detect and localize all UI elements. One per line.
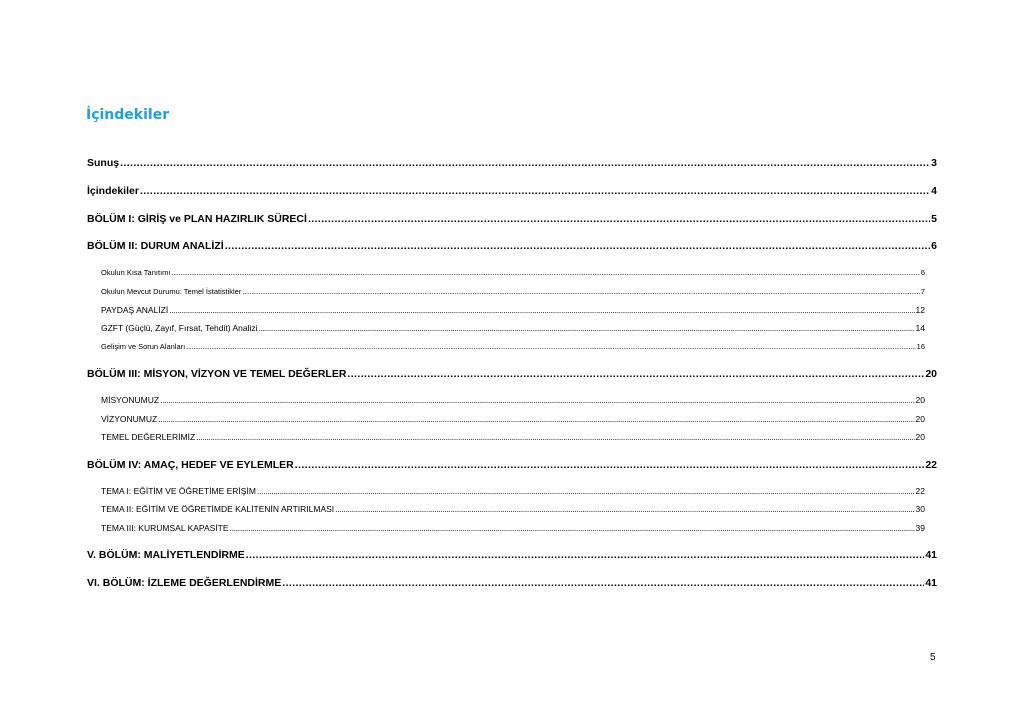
dot-leader xyxy=(160,395,914,405)
dot-leader xyxy=(246,549,925,561)
dot-leader xyxy=(120,157,930,169)
toc-entry-vizyonumuz[interactable] xyxy=(101,414,925,424)
toc-entry-page: 3 xyxy=(931,157,937,169)
toc-entry-label: İçindekiler xyxy=(87,185,139,197)
dot-leader xyxy=(169,305,914,315)
toc-entry-label: BÖLÜM I: GİRİŞ ve PLAN HAZIRLIK SÜRECİ xyxy=(87,213,307,225)
toc-entry-label: TEMA I: EĞİTİM VE ÖĞRETİME ERİŞİM xyxy=(101,486,256,496)
toc-entry-page: 16 xyxy=(916,342,925,351)
dot-leader xyxy=(257,486,915,496)
toc-entry-page: 5 xyxy=(931,213,937,225)
toc-entry-misyonumuz[interactable] xyxy=(101,395,925,405)
toc-entry-page: 4 xyxy=(931,185,937,197)
toc-entry-page: 30 xyxy=(915,504,925,514)
toc-entry-bolum-3[interactable] xyxy=(87,368,937,380)
dot-leader xyxy=(295,459,925,471)
dot-leader xyxy=(225,240,930,252)
toc-entry-label: GZFT (Güçlü, Zayıf, Fırsat, Tehdit) Analizi xyxy=(101,323,258,333)
dot-leader xyxy=(171,268,919,277)
toc-entry-label: TEMA II: EĞİTİM VE ÖĞRETİMDE KALİTENİN ARTIRILMASI xyxy=(101,504,335,514)
toc-entry-label: TEMA III: KURUMSAL KAPASİTE xyxy=(101,523,229,533)
toc-entry-gzft-analizi[interactable] xyxy=(101,323,925,333)
dot-leader xyxy=(347,368,924,380)
toc-entry-paydas-analizi[interactable] xyxy=(101,305,925,315)
dot-leader xyxy=(259,323,915,333)
toc-entry-page: 14 xyxy=(915,323,925,333)
toc-entry-bolum-4[interactable] xyxy=(87,459,937,471)
toc-entry-label: Sunuş xyxy=(87,157,120,169)
dot-leader xyxy=(196,432,914,442)
toc-entry-label: Gelişim ve Sorun Alanları xyxy=(101,342,186,351)
toc-entry-page: 41 xyxy=(925,549,937,561)
toc-entry-label: PAYDAŞ ANALİZİ xyxy=(101,305,169,315)
dot-leader xyxy=(230,523,915,533)
toc-entry-bolum-5[interactable] xyxy=(87,549,937,561)
toc-entry-icindekiler[interactable] xyxy=(87,185,937,197)
toc-entry-label: Okulun Kısa Tanıtımı xyxy=(101,268,171,277)
toc-entry-label: BÖLÜM IV: AMAÇ, HEDEF VE EYLEMLER xyxy=(87,459,294,471)
toc-entry-tema-2[interactable] xyxy=(101,504,925,514)
toc-entry-page: 20 xyxy=(915,395,925,405)
dot-leader xyxy=(335,504,914,514)
dot-leader xyxy=(140,185,930,197)
toc-entry-page: 41 xyxy=(925,577,937,589)
dot-leader xyxy=(242,287,920,296)
toc-entry-page: 20 xyxy=(915,414,925,424)
toc-entry-bolum-2[interactable] xyxy=(87,240,937,252)
toc-entry-label: TEMEL DEĞERLERİMİZ xyxy=(101,432,196,442)
toc-entry-label: Okulun Mevcut Durumu: Temel İstatistikler xyxy=(101,287,242,296)
toc-entry-page: 7 xyxy=(920,287,925,296)
toc-entry-gelisim-sorun[interactable] xyxy=(101,342,925,351)
toc-entry-page: 6 xyxy=(931,240,937,252)
toc-entry-bolum-1[interactable] xyxy=(87,213,937,225)
page-number: 5 xyxy=(930,652,936,663)
toc-entry-page: 20 xyxy=(925,368,937,380)
toc-entry-page: 12 xyxy=(915,305,925,315)
toc-entry-page: 22 xyxy=(925,459,937,471)
toc-entry-label: BÖLÜM III: MİSYON, VİZYON VE TEMEL DEĞERLER xyxy=(87,368,347,380)
toc-entry-temel-degerlerimiz[interactable] xyxy=(101,432,925,442)
toc-entry-okulun-kisa-tanitimi[interactable] xyxy=(101,268,925,277)
dot-leader xyxy=(282,577,924,589)
toc-entry-label: VİZYONUMUZ xyxy=(101,414,158,424)
dot-leader xyxy=(158,414,914,424)
toc-entry-tema-3[interactable] xyxy=(101,523,925,533)
toc-entry-page: 39 xyxy=(915,523,925,533)
toc-entry-bolum-6[interactable] xyxy=(87,577,937,589)
toc-entry-tema-1[interactable] xyxy=(101,486,925,496)
dot-leader xyxy=(186,342,915,351)
toc-entry-page: 20 xyxy=(915,432,925,442)
toc-entry-sunus[interactable] xyxy=(87,157,937,169)
toc-entry-label: VI. BÖLÜM: İZLEME DEĞERLENDİRME xyxy=(87,577,282,589)
dot-leader xyxy=(308,213,930,225)
toc-entry-label: BÖLÜM II: DURUM ANALİZİ xyxy=(87,240,224,252)
toc-entry-page: 6 xyxy=(920,268,925,277)
toc-entry-mevcut-durum[interactable] xyxy=(101,287,925,296)
toc-entry-page: 22 xyxy=(915,486,925,496)
toc-heading: İçindekiler xyxy=(86,107,170,123)
toc-entry-label: MİSYONUMUZ xyxy=(101,395,160,405)
toc-entry-label: V. BÖLÜM: MALİYETLENDİRME xyxy=(87,549,245,561)
